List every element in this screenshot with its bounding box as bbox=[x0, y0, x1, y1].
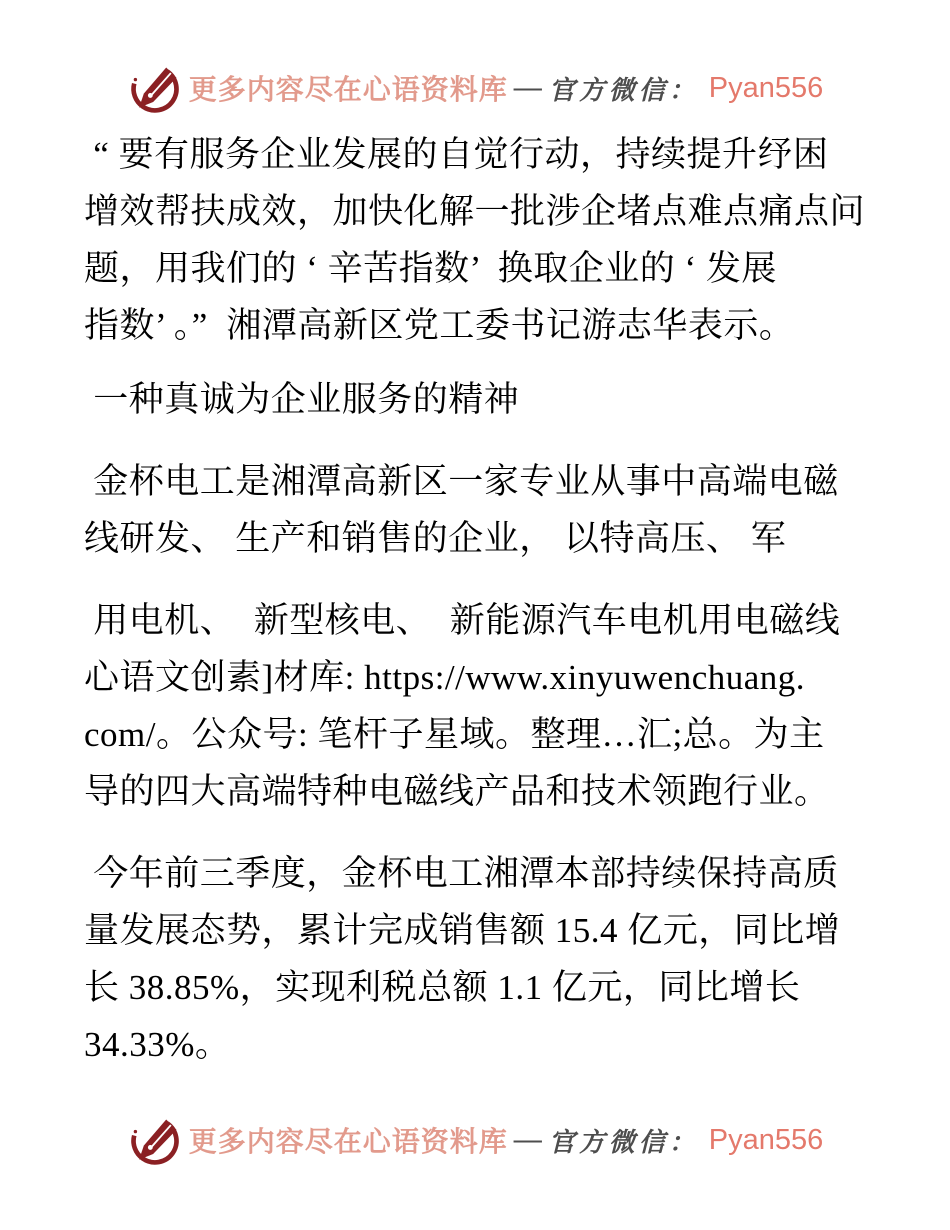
text-line: com/。公众号: 笔杆子星域。整理…汇;总。为主 bbox=[84, 715, 825, 754]
footer-wechat-label: 官方微信： bbox=[548, 1127, 699, 1157]
paragraph-products bbox=[84, 592, 870, 820]
text-line: 量发展态势，累计完成销售额 15.4 亿元，同比增 bbox=[84, 911, 841, 950]
text-line: 用电机、 新型核电、 新能源汽车电机用电磁线 bbox=[84, 601, 841, 640]
text-line: 指数’ 。” 湘潭高新区党工委书记游志华表示。 bbox=[84, 306, 795, 345]
text-line: 增效帮扶成效，加快化解一批涉企堵点难点痛点问 bbox=[84, 192, 866, 231]
footer-dash: — bbox=[513, 1124, 543, 1155]
text-line: 心语文创素]材库: https://www.xinyuwenchuang. bbox=[84, 658, 806, 697]
footer-brand-text: 更多内容尽在心语资料库 bbox=[188, 1127, 508, 1158]
document-content bbox=[84, 126, 870, 1073]
pen-nib-circle-logo-icon bbox=[127, 60, 183, 116]
footer-wechat-id: Pyan556 bbox=[708, 1123, 824, 1156]
text-line: 34.33%。 bbox=[84, 1025, 231, 1064]
paragraph-quote bbox=[84, 126, 870, 354]
text-line: 一种真诚为企业服务的精神 bbox=[84, 380, 520, 419]
header-wechat-label: 官方微信： bbox=[548, 75, 699, 105]
header-wechat-id: Pyan556 bbox=[708, 71, 824, 104]
text-line: 金杯电工是湘潭高新区一家专业从事中高端电磁 bbox=[84, 462, 839, 501]
pen-nib-circle-logo-icon bbox=[127, 1112, 183, 1168]
paragraph-company-intro bbox=[84, 453, 870, 567]
paragraph-financials bbox=[84, 845, 870, 1073]
text-line: 线研发、 生产和销售的企业， 以特高压、 军 bbox=[84, 519, 787, 558]
header-banner bbox=[0, 0, 950, 116]
header-brand-text: 更多内容尽在心语资料库 bbox=[188, 75, 508, 106]
text-line: “ 要有服务企业发展的自觉行动，持续提升纾困 bbox=[84, 135, 829, 174]
text-line: 导的四大高端特种电磁线产品和技术领跑行业。 bbox=[84, 772, 830, 811]
text-line: 题，用我们的 ‘ 辛苦指数’ 换取企业的 ‘ 发展 bbox=[84, 249, 777, 288]
text-line: 今年前三季度，金杯电工湘潭本部持续保持高质 bbox=[84, 854, 839, 893]
paragraph-subheading bbox=[84, 371, 870, 428]
text-line: 长 38.85%，实现利税总额 1.1 亿元，同比增长 bbox=[84, 968, 801, 1007]
footer-banner bbox=[0, 1112, 950, 1168]
header-dash: — bbox=[513, 72, 543, 103]
